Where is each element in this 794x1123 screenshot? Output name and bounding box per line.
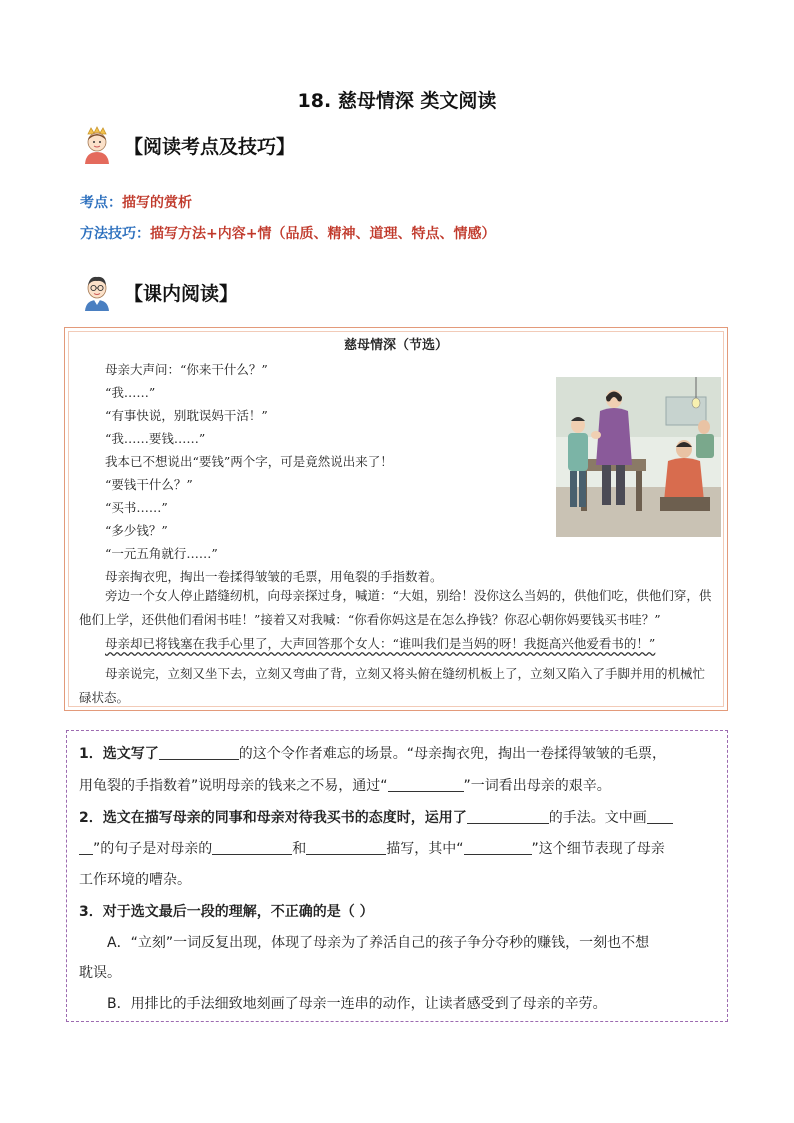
answer-blank[interactable] bbox=[467, 809, 549, 824]
section-heading: 【课内阅读】 bbox=[124, 282, 239, 305]
answer-blank[interactable] bbox=[388, 777, 464, 792]
answer-blank[interactable] bbox=[212, 840, 292, 855]
passage-line: “我……要钱……” bbox=[105, 431, 206, 446]
kaodian-value: 描写的赏析 bbox=[122, 195, 192, 211]
question-2-line-2: ”的句子是对母亲的 和 描写，其中“ ”这个细节表现了母亲 bbox=[79, 838, 717, 858]
option-b[interactable]: B．用排比的手法细致地刻画了母亲一连串的动作，让读者感受到了母亲的辛劳。 bbox=[107, 996, 607, 1012]
question-3: 3．对于选文最后一段的理解，不正确的是（ ） bbox=[79, 904, 374, 920]
passage-line: 母亲掏衣兜，掏出一卷揉得皱皱的毛票，用龟裂的手指数着。 bbox=[105, 569, 443, 584]
passage-line: 我本已不想说出“要钱”两个字，可是竟然说出来了！ bbox=[105, 454, 393, 469]
passage-line: “买书……” bbox=[105, 500, 168, 515]
mother-factory-illustration bbox=[556, 377, 721, 537]
method-value: 描写方法+内容+情（品质、精神、道理、特点、情感） bbox=[150, 226, 496, 242]
page-title: 18. 慈母情深 类文阅读 bbox=[297, 90, 497, 112]
boy-avatar-icon bbox=[78, 272, 116, 312]
passage-line: “多少钱？” bbox=[105, 523, 168, 538]
answer-blank[interactable] bbox=[306, 840, 386, 855]
answer-blank[interactable] bbox=[79, 840, 93, 855]
question-1-line-2: 用龟裂的手指数着”说明母亲的钱来之不易，通过“ ”一词看出母亲的艰辛。 bbox=[79, 778, 611, 794]
option-a-line-1[interactable]: A．“立刻”一词反复出现，体现了母亲为了养活自己的孩子争分夺秒的赚钱，一刻也不想 bbox=[107, 935, 650, 951]
passage-paragraph-underlined bbox=[79, 632, 715, 656]
answer-blank[interactable] bbox=[647, 809, 673, 824]
answer-blank[interactable] bbox=[159, 745, 239, 760]
section-reading-skills bbox=[78, 125, 295, 165]
passage-line: 母亲大声问：“你来干什么？” bbox=[105, 362, 268, 377]
passage-paragraph: 旁边一个女人停止踏缝纫机，向母亲探过身，喊道：“大姐，别给！没你这么当妈的，供他们吃，供他们穿，供他们上学，还供他们看闲书哇！”接着又对我喊：“你看你妈这是在怎么挣钱？你忍心朝你妈要钱买书哇？” bbox=[79, 588, 712, 627]
question-2-line-1: 2．选文在描写母亲的同事和母亲对待我买书的态度时，运用了 的手法。文中画 bbox=[79, 807, 717, 827]
passage-line: “一元五角就行……” bbox=[105, 546, 218, 561]
option-a-line-2: 耽误。 bbox=[79, 965, 121, 981]
question-2-line-3: 工作环境的嘈杂。 bbox=[79, 872, 191, 888]
passage-line: “我……” bbox=[105, 385, 156, 400]
passage-line: “有事快说，别耽误妈干活！” bbox=[105, 408, 268, 423]
kaodian-label: 考点： bbox=[80, 195, 122, 211]
passage-paragraph: 母亲说完，立刻又坐下去，立刻又弯曲了背，立刻又将头俯在缝纫机板上了，立刻又陷入了手脚并用的机械忙碌状态。 bbox=[79, 666, 706, 705]
passage-title: 慈母情深（节选） bbox=[343, 338, 448, 353]
answer-blank[interactable] bbox=[464, 840, 532, 855]
question-1-line-1: 1．选文写了 的这个令作者难忘的场景。“母亲掏衣兜，掏出一卷揉得皱皱的毛票， bbox=[79, 746, 667, 762]
section-heading: 【阅读考点及技巧】 bbox=[124, 135, 296, 158]
kaodian-line bbox=[80, 192, 192, 212]
passage-line: “要钱干什么？” bbox=[105, 477, 193, 492]
method-line bbox=[80, 223, 495, 243]
girl-avatar-icon bbox=[78, 125, 116, 165]
underlined-sentence: 母亲却已将钱塞在我手心里了，大声回答那个女人：“谁叫我们是当妈的呀！我挺高兴他爱看书的！” bbox=[105, 636, 656, 651]
questions-box bbox=[66, 730, 728, 1022]
section-in-class-reading bbox=[78, 272, 238, 312]
method-label: 方法技巧： bbox=[80, 226, 150, 242]
